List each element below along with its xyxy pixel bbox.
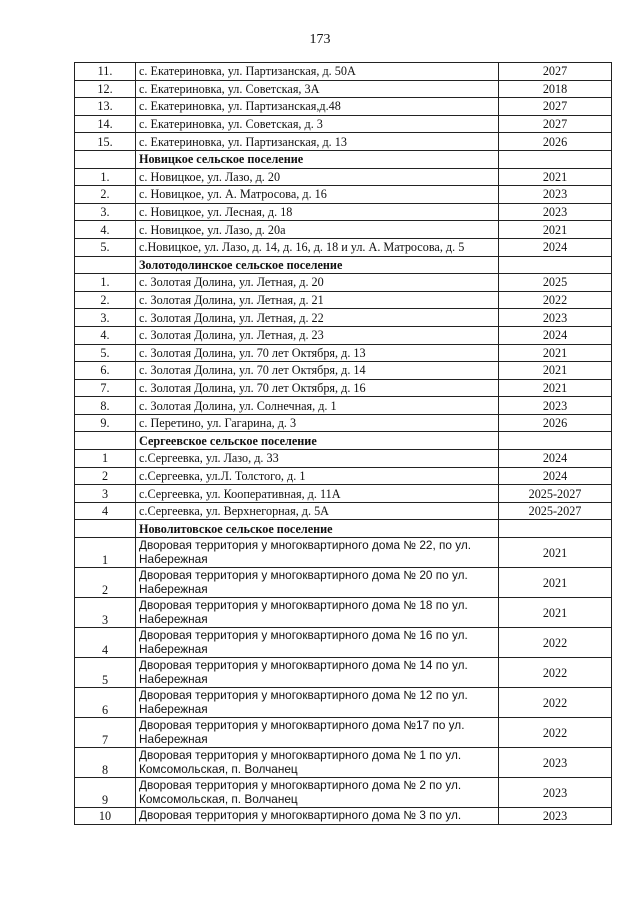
row-year: 2018 xyxy=(499,80,612,98)
row-year: 2024 xyxy=(499,238,612,256)
table-row xyxy=(75,186,612,204)
row-year: 2022 xyxy=(499,688,612,718)
table-row xyxy=(75,502,612,520)
row-address: с. Золотая Долина, ул. Летная, д. 22 xyxy=(136,309,499,327)
row-address: с. Золотая Долина, ул. Летная, д. 20 xyxy=(136,274,499,292)
table-row xyxy=(75,658,612,688)
row-year: 2022 xyxy=(499,718,612,748)
row-address: Дворовая территория у многоквартирного дома № 16 по ул. Набережная xyxy=(136,628,499,658)
table-row xyxy=(75,168,612,186)
table-row xyxy=(75,344,612,362)
table-row xyxy=(75,80,612,98)
row-number: 5. xyxy=(75,344,136,362)
row-year: 2023 xyxy=(499,748,612,778)
row-year: 2026 xyxy=(499,414,612,432)
row-number: 13. xyxy=(75,98,136,116)
row-address: с. Екатериновка, ул. Партизанская,д.48 xyxy=(136,98,499,116)
table-row xyxy=(75,291,612,309)
row-number: 1. xyxy=(75,274,136,292)
row-number: 7. xyxy=(75,379,136,397)
row-address: с. Золотая Долина, ул. 70 лет Октября, д. 16 xyxy=(136,379,499,397)
row-number: 6 xyxy=(75,688,136,718)
row-number: 11. xyxy=(75,63,136,81)
row-number: 1. xyxy=(75,168,136,186)
table-row xyxy=(75,485,612,503)
table-row xyxy=(75,309,612,327)
row-number: 9 xyxy=(75,778,136,808)
row-year: 2022 xyxy=(499,658,612,688)
row-address: Дворовая территория у многоквартирного дома № 1 по ул. Комсомольская, п. Волчанец xyxy=(136,748,499,778)
row-address: с. Золотая Долина, ул. Летная, д. 23 xyxy=(136,326,499,344)
page-number: 173 xyxy=(309,32,331,47)
row-number: 1 xyxy=(75,450,136,468)
table-row xyxy=(75,326,612,344)
row-address: с. Новицкое, ул. Лазо, д. 20а xyxy=(136,221,499,239)
table-row xyxy=(75,238,612,256)
table-row xyxy=(75,467,612,485)
section-title: Новицкое сельское поселение xyxy=(136,150,499,168)
row-number: 5. xyxy=(75,238,136,256)
row-number: 3 xyxy=(75,598,136,628)
row-year: 2021 xyxy=(499,221,612,239)
row-number: 2 xyxy=(75,568,136,598)
row-year: 2021 xyxy=(499,344,612,362)
row-year: 2023 xyxy=(499,778,612,808)
row-year: 2023 xyxy=(499,808,612,825)
row-address: Дворовая территория у многоквартирного дома № 12 по ул. Набережная xyxy=(136,688,499,718)
section-row xyxy=(75,256,612,274)
table-row xyxy=(75,778,612,808)
section-empty-cell xyxy=(75,432,136,450)
row-address: Дворовая территория у многоквартирного дома № 3 по ул. xyxy=(136,808,499,825)
row-year: 2024 xyxy=(499,326,612,344)
section-empty-cell xyxy=(75,520,136,538)
row-year: 2023 xyxy=(499,186,612,204)
row-number: 4. xyxy=(75,326,136,344)
row-address: с. Екатериновка, ул. Партизанская, д. 50А xyxy=(136,63,499,81)
section-empty-cell xyxy=(499,256,612,274)
row-number: 14. xyxy=(75,115,136,133)
table-row xyxy=(75,538,612,568)
row-number: 8. xyxy=(75,397,136,415)
table-row xyxy=(75,115,612,133)
table-row xyxy=(75,133,612,151)
row-address: Дворовая территория у многоквартирного дома № 14 по ул. Набережная xyxy=(136,658,499,688)
table-row xyxy=(75,450,612,468)
row-address: с.Сергеевка, ул.Л. Толстого, д. 1 xyxy=(136,467,499,485)
row-year: 2022 xyxy=(499,291,612,309)
table-row xyxy=(75,98,612,116)
section-empty-cell xyxy=(75,150,136,168)
row-number: 2 xyxy=(75,467,136,485)
table-row xyxy=(75,221,612,239)
table-row xyxy=(75,362,612,380)
row-number: 1 xyxy=(75,538,136,568)
row-number: 4 xyxy=(75,502,136,520)
row-address: с. Новицкое, ул. Лесная, д. 18 xyxy=(136,203,499,221)
row-address: с.Новицкое, ул. Лазо, д. 14, д. 16, д. 18 и ул. А. Матросова, д. 5 xyxy=(136,238,499,256)
row-number: 6. xyxy=(75,362,136,380)
section-title: Сергеевское сельское поселение xyxy=(136,432,499,450)
row-address: с. Новицкое, ул. А. Матросова, д. 16 xyxy=(136,186,499,204)
row-year: 2024 xyxy=(499,450,612,468)
row-number: 4 xyxy=(75,628,136,658)
row-address: с. Екатериновка, ул. Советская, д. 3 xyxy=(136,115,499,133)
table-row xyxy=(75,397,612,415)
table-row xyxy=(75,808,612,825)
row-year: 2021 xyxy=(499,598,612,628)
row-number: 4. xyxy=(75,221,136,239)
table-body xyxy=(75,63,612,825)
row-year: 2022 xyxy=(499,628,612,658)
row-year: 2025-2027 xyxy=(499,485,612,503)
table-row xyxy=(75,203,612,221)
section-empty-cell xyxy=(499,150,612,168)
row-number: 8 xyxy=(75,748,136,778)
table-row xyxy=(75,568,612,598)
section-title: Золотодолинское сельское поселение xyxy=(136,256,499,274)
row-year: 2025 xyxy=(499,274,612,292)
row-number: 3. xyxy=(75,309,136,327)
row-year: 2027 xyxy=(499,115,612,133)
row-address: с. Екатериновка, ул. Партизанская, д. 13 xyxy=(136,133,499,151)
objects-table xyxy=(74,62,612,825)
section-empty-cell xyxy=(499,432,612,450)
section-row xyxy=(75,432,612,450)
row-address: с. Золотая Долина, ул. 70 лет Октября, д. 13 xyxy=(136,344,499,362)
row-number: 3. xyxy=(75,203,136,221)
row-address: с. Екатериновка, ул. Советская, 3А xyxy=(136,80,499,98)
row-address: с. Перетино, ул. Гагарина, д. 3 xyxy=(136,414,499,432)
row-year: 2023 xyxy=(499,309,612,327)
row-year: 2024 xyxy=(499,467,612,485)
row-address: с. Золотая Долина, ул. Летная, д. 21 xyxy=(136,291,499,309)
row-address: с.Сергеевка, ул. Лазо, д. 33 xyxy=(136,450,499,468)
row-address: Дворовая территория у многоквартирного дома № 2 по ул. Комсомольская, п. Волчанец xyxy=(136,778,499,808)
row-year: 2023 xyxy=(499,397,612,415)
row-address: с.Сергеевка, ул. Кооперативная, д. 11А xyxy=(136,485,499,503)
row-number: 9. xyxy=(75,414,136,432)
row-number: 5 xyxy=(75,658,136,688)
row-address: с. Золотая Долина, ул. 70 лет Октября, д. 14 xyxy=(136,362,499,380)
row-number: 15. xyxy=(75,133,136,151)
row-address: с.Сергеевка, ул. Верхнегорная, д. 5А xyxy=(136,502,499,520)
row-year: 2027 xyxy=(499,63,612,81)
row-address: Дворовая территория у многоквартирного дома №17 по ул. Набережная xyxy=(136,718,499,748)
table-row xyxy=(75,718,612,748)
row-address: Дворовая территория у многоквартирного дома № 20 по ул. Набережная xyxy=(136,568,499,598)
row-year: 2021 xyxy=(499,362,612,380)
row-address: с. Золотая Долина, ул. Солнечная, д. 1 xyxy=(136,397,499,415)
row-year: 2026 xyxy=(499,133,612,151)
row-year: 2023 xyxy=(499,203,612,221)
table-row xyxy=(75,628,612,658)
row-year: 2021 xyxy=(499,379,612,397)
row-year: 2027 xyxy=(499,98,612,116)
section-row xyxy=(75,520,612,538)
section-row xyxy=(75,150,612,168)
row-year: 2025-2027 xyxy=(499,502,612,520)
row-year: 2021 xyxy=(499,168,612,186)
row-number: 2. xyxy=(75,186,136,204)
row-number: 3 xyxy=(75,485,136,503)
section-empty-cell xyxy=(75,256,136,274)
row-number: 12. xyxy=(75,80,136,98)
row-year: 2021 xyxy=(499,538,612,568)
row-number: 10 xyxy=(75,808,136,825)
row-number: 2. xyxy=(75,291,136,309)
table-row xyxy=(75,414,612,432)
table-row xyxy=(75,63,612,81)
row-year: 2021 xyxy=(499,568,612,598)
section-empty-cell xyxy=(499,520,612,538)
table-row xyxy=(75,598,612,628)
row-address: с. Новицкое, ул. Лазо, д. 20 xyxy=(136,168,499,186)
table-row xyxy=(75,274,612,292)
row-number: 7 xyxy=(75,718,136,748)
table-row xyxy=(75,748,612,778)
table-row xyxy=(75,688,612,718)
section-title: Новолитовское сельское поселение xyxy=(136,520,499,538)
row-address: Дворовая территория у многоквартирного дома № 22, по ул. Набережная xyxy=(136,538,499,568)
table-row xyxy=(75,379,612,397)
row-address: Дворовая территория у многоквартирного дома № 18 по ул. Набережная xyxy=(136,598,499,628)
